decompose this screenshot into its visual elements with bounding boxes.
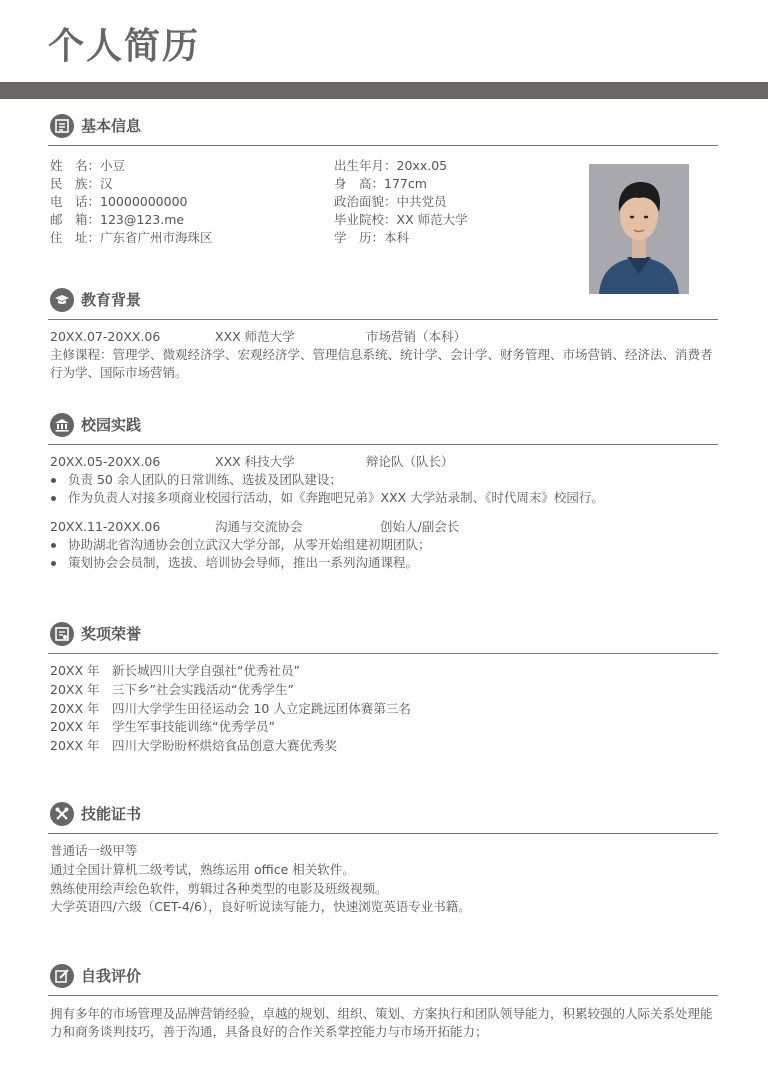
self-eval-text: 拥有多年的市场管理及品牌营销经验，卓越的规划、组织、策划、方案执行和团队领导能力，积累较强的人际关系处理能力和商务谈判技巧，善于沟通，具备良好的合作关系掌控能力与市场开拓能力； bbox=[50, 1006, 713, 1039]
section-basic-info bbox=[48, 114, 718, 140]
bullet-dot bbox=[51, 496, 56, 501]
section-title: 基本信息 bbox=[81, 117, 142, 135]
skill-item: 通过全国计算机二级考试，熟练运用 office 相关软件。 bbox=[50, 862, 355, 877]
info-height: 身 高：177cm bbox=[334, 176, 427, 191]
award-item: 20XX 年 三下乡”社会实践活动“优秀学生” bbox=[50, 682, 294, 697]
edu-school: XXX 师范大学 bbox=[215, 329, 295, 344]
section-education bbox=[48, 288, 718, 314]
info-degree: 学 历：本科 bbox=[334, 230, 410, 245]
campus-date: 20XX.11-20XX.06 bbox=[50, 519, 161, 534]
edu-courses: 主修课程：管理学、微观经济学、宏观经济学、管理信息系统、统计学、会计学、财务管理、市场营销、经济法、消费者行为学、国际市场营销。 bbox=[50, 347, 713, 380]
section-self-eval bbox=[48, 964, 718, 990]
campus-org: XXX 科技大学 bbox=[215, 454, 295, 469]
award-item: 20XX 年 四川大学盼盼杯烘焙食品创意大赛优秀奖 bbox=[50, 738, 338, 753]
skill-item: 普通话一级甲等 bbox=[50, 843, 138, 858]
campus-bullet: 策划协会会员制，选拔、培训协会导师，推出一系列沟通课程。 bbox=[68, 555, 419, 570]
info-ethnicity: 民 族：汉 bbox=[50, 176, 113, 191]
profile-photo bbox=[589, 164, 689, 294]
campus-bullet: 协助湖北省沟通协会创立武汉大学分部，从零开始组建初期团队； bbox=[68, 537, 431, 552]
edit-icon bbox=[50, 964, 74, 988]
id-card-icon bbox=[50, 114, 74, 138]
page-title: 个人简历 bbox=[48, 26, 201, 67]
building-icon bbox=[50, 413, 74, 437]
section-title: 校园实践 bbox=[81, 416, 142, 434]
skill-item: 熟练使用绘声绘色软件，剪辑过各种类型的电影及班级视频。 bbox=[50, 881, 388, 896]
info-politics: 政治面貌：中共党员 bbox=[334, 194, 447, 209]
campus-role: 辩论队（队长） bbox=[366, 454, 454, 469]
campus-date: 20XX.05-20XX.06 bbox=[50, 454, 161, 469]
info-birth: 出生年月：20xx.05 bbox=[334, 158, 448, 173]
bullet-dot bbox=[51, 478, 56, 483]
section-title: 自我评价 bbox=[81, 967, 142, 985]
bullet-dot bbox=[51, 561, 56, 566]
info-school: 毕业院校：XX 师范大学 bbox=[334, 212, 468, 227]
section-divider bbox=[48, 995, 718, 996]
section-divider bbox=[48, 653, 718, 654]
section-title: 教育背景 bbox=[81, 291, 142, 309]
campus-bullet: 负责 50 余人团队的日常训练、选拔及团队建设； bbox=[68, 472, 342, 487]
tools-icon bbox=[50, 802, 74, 826]
section-campus bbox=[48, 413, 718, 439]
section-title: 奖项荣誉 bbox=[81, 625, 142, 643]
section-divider bbox=[48, 833, 718, 834]
section-divider bbox=[48, 319, 718, 320]
campus-bullet: 作为负责人对接多项商业校园行活动，如《奔跑吧兄弟》XXX 大学站录制、《时代周末》校园行。 bbox=[68, 490, 604, 505]
award-item: 20XX 年 新长城四川大学自强社“优秀社员” bbox=[50, 663, 300, 678]
edu-major: 市场营销（本科） bbox=[366, 329, 467, 344]
section-divider bbox=[48, 444, 718, 445]
section-title: 技能证书 bbox=[81, 805, 142, 823]
section-awards bbox=[48, 622, 718, 648]
edu-date: 20XX.07-20XX.06 bbox=[50, 329, 161, 344]
award-item: 20XX 年 四川大学学生田径运动会 10 人立定跳远团体赛第三名 bbox=[50, 701, 411, 716]
certificate-icon bbox=[50, 622, 74, 646]
graduation-cap-icon bbox=[50, 288, 74, 312]
info-email: 邮 箱：123@123.me bbox=[50, 212, 185, 227]
info-name: 姓 名：小豆 bbox=[50, 158, 126, 173]
info-address: 住 址：广东省广州市海珠区 bbox=[50, 230, 213, 245]
info-phone: 电 话：10000000000 bbox=[50, 194, 188, 209]
bullet-dot bbox=[51, 543, 56, 548]
section-divider bbox=[48, 145, 718, 146]
skill-item: 大学英语四/六级（CET-4/6），良好听说读写能力，快速浏览英语专业书籍。 bbox=[50, 899, 471, 914]
campus-role: 创始人/副会长 bbox=[380, 519, 460, 534]
award-item: 20XX 年 学生军事技能训练“优秀学员” bbox=[50, 719, 275, 734]
header-bar bbox=[0, 82, 768, 99]
section-skills bbox=[48, 802, 718, 828]
campus-org: 沟通与交流协会 bbox=[215, 519, 303, 534]
